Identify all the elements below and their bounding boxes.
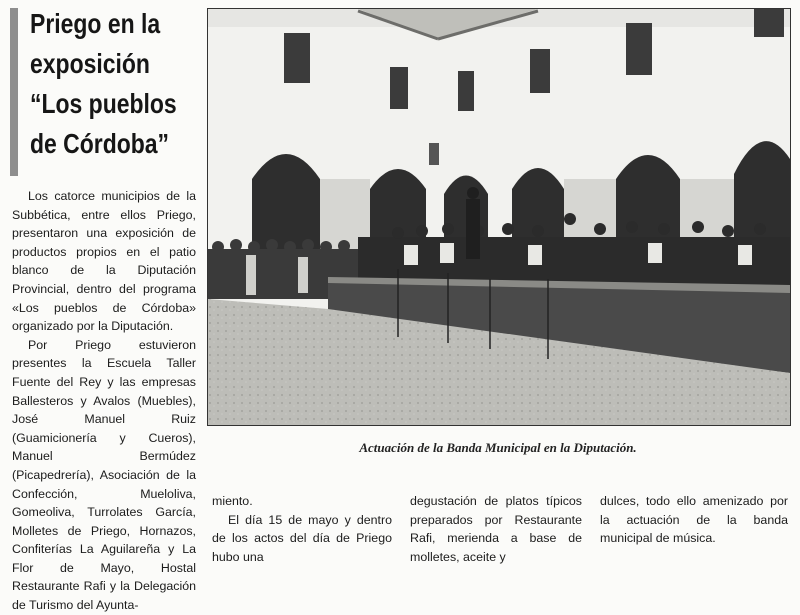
article-paragraph-2: Por Priego estuvieron presentes la Escuela Taller Fuente del Rey y las empresas Ballesteros y Avalos (Muebles), José Manuel Ruiz (Guamicionería y Cueros), Manuel Bermúdez (Picapedrería), Asociación de la Confección, Mueloliva, Gomeoliva, Turrolates García, Molletes de Priego, Hornazos, Confiterías La Aguilareña y La Flor de Mayo, Hostal Restaurante Rafi y la Delegación de Turismo del Ayunta-: [12, 337, 196, 613]
photo-caption: Actuación de la Banda Municipal en la Diputación.: [359, 440, 637, 455]
article-paragraph-3: El día 15 de mayo y dentro de los actos del día de Priego hubo una: [212, 512, 392, 564]
article-column-3: [410, 492, 582, 566]
headline: [30, 4, 177, 164]
news-photo-illustration: [208, 9, 790, 425]
headline-rule-bar: [10, 8, 18, 176]
news-photo: [207, 8, 791, 426]
article-column-2: [212, 492, 392, 566]
headline-line-3: “Los pueblos: [30, 88, 177, 119]
article-paragraph-3-end: dulces, todo ello amenizado por la actuación de la banda municipal de música.: [600, 494, 788, 546]
article-column-4: [600, 492, 788, 548]
article-paragraph-2-continuation: miento.: [212, 494, 253, 508]
headline-line-1: Priego en la: [30, 8, 161, 39]
article-column-1: [12, 187, 196, 615]
headline-line-2: exposición: [30, 48, 150, 79]
article-paragraph-1: Los catorce municipios de la Subbética, entre ellos Priego, presentaron una exposición de productos propios en el patio blanco de la Diputación Provincial, dentro del programa «Los pueblos de Córdoba» organizado por la Diputación.: [12, 189, 196, 334]
headline-line-4: de Córdoba”: [30, 128, 170, 159]
article-paragraph-3-continuation: degustación de platos típicos preparados por Restaurante Rafi, merienda a base de molletes, aceite y: [410, 494, 582, 564]
